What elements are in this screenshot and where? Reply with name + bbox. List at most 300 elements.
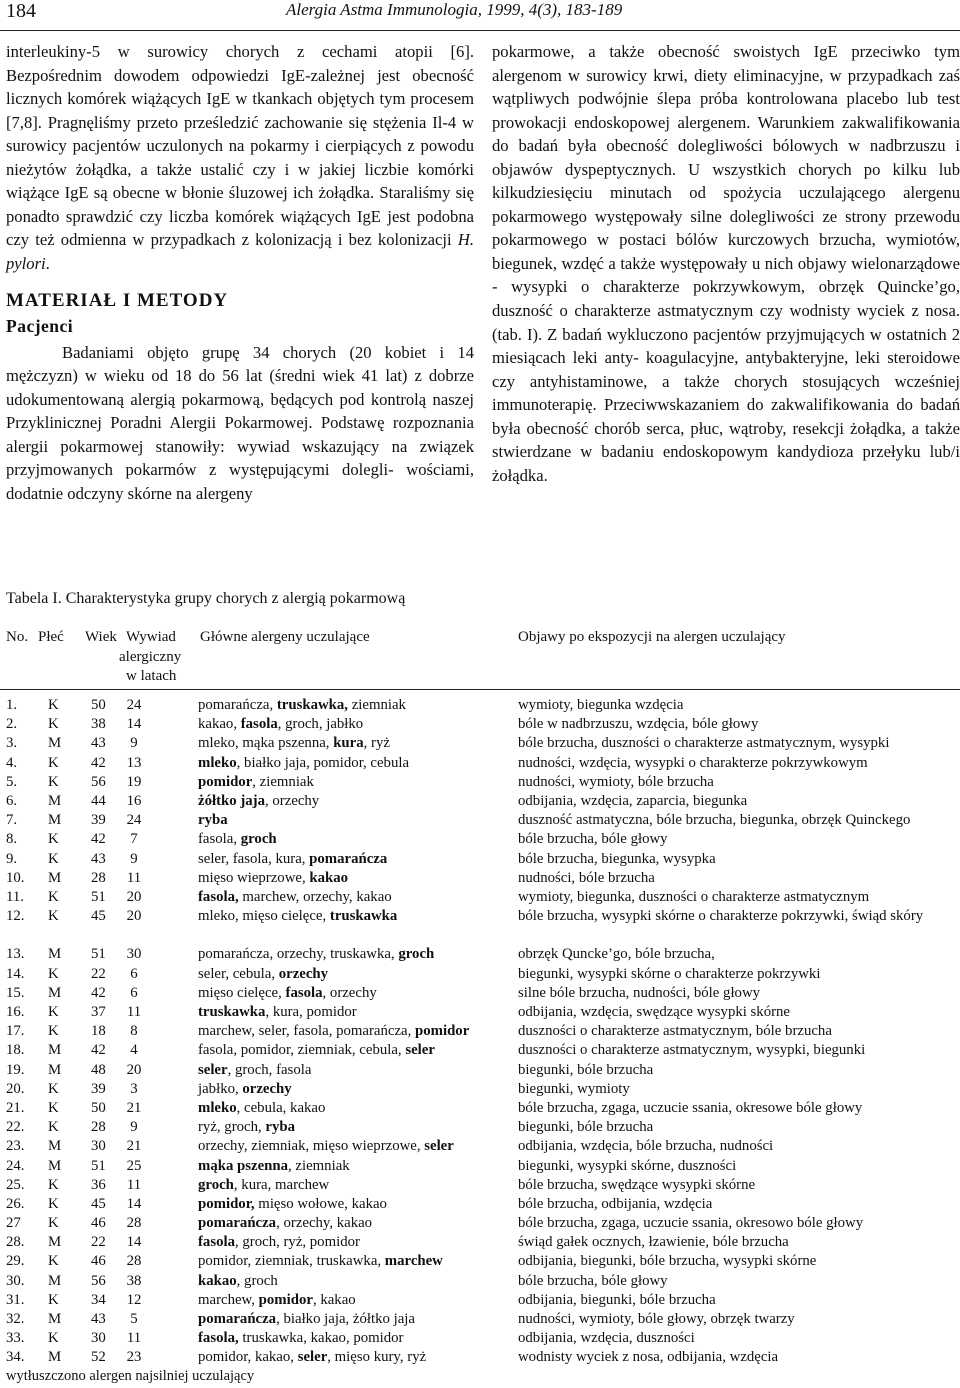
strongest-allergen: pomarańcza <box>309 850 388 867</box>
cell-sex: K <box>48 1080 59 1097</box>
cell-sex: K <box>48 850 59 867</box>
cell-no: 3. <box>6 735 18 752</box>
cell-age: 28 <box>91 869 106 886</box>
cell-symptoms: bóle brzucha, bóle głowy <box>518 831 668 848</box>
cell-no: 6. <box>6 792 18 809</box>
strongest-allergen: kura <box>333 735 364 752</box>
cell-age: 51 <box>91 1157 106 1174</box>
strongest-allergen: pomidor <box>415 1023 470 1040</box>
cell-allergens <box>198 1061 311 1080</box>
table-row <box>0 888 960 907</box>
subsection-heading: Pacjenci <box>6 316 74 337</box>
table-row <box>0 1214 960 1233</box>
cell-allergens <box>198 1176 329 1195</box>
cell-duration: 38 <box>126 1272 142 1289</box>
cell-no: 23. <box>6 1138 25 1155</box>
allergens-after: , cebula, kakao <box>236 1099 326 1116</box>
left-paragraph-1-end: . <box>45 253 50 273</box>
left-paragraph-2: Badaniami objęto grupę 34 chorych (20 kobiet i 14 mężczyzn) w wieku od 18 do 56 lat (średni wiek 41 lat) z dobrze udokumentowaną alergią pokarmową, będących pod kontrolą naszej Przyklinicznej Poradni Alergii Pokarmowej. Podstawę rozpoznania alergii pokarmowej stanowiły: wywiad wskazujący na związek przyjmowanych pokarmów z występującymi dolegli- wościami, dodatnie odczyny skórne na alergeny <box>6 342 474 503</box>
cell-symptoms: biegunki, wysypki skórne o charakterze pokrzywki <box>518 965 821 982</box>
table-header <box>0 628 960 688</box>
cell-allergens <box>198 1195 387 1214</box>
table-row <box>0 965 960 984</box>
cell-age: 39 <box>91 1080 106 1097</box>
cell-sex: K <box>48 888 59 905</box>
cell-allergens <box>198 984 377 1003</box>
allergens-after: , mięso kury, ryż <box>327 1349 427 1366</box>
table-row <box>0 1329 960 1348</box>
cell-age: 42 <box>91 1042 106 1059</box>
cell-age: 22 <box>91 965 106 982</box>
cell-sex: M <box>48 869 62 886</box>
table-row <box>0 1061 960 1080</box>
cell-no: 5. <box>6 773 18 790</box>
allergens-after: , orzechy <box>264 792 320 809</box>
cell-symptoms: obrzęk Quncke’go, bóle brzucha, <box>518 946 715 963</box>
header-no: No. <box>6 629 29 645</box>
table-row <box>0 811 960 830</box>
cell-symptoms: biegunki, bóle brzucha <box>518 1061 654 1078</box>
cell-duration: 30 <box>126 946 142 963</box>
cell-symptoms: duszność astmatyczna, bóle brzucha, biegunka, obrzęk Quinckego <box>518 812 911 829</box>
cell-age: 43 <box>91 735 106 752</box>
cell-symptoms: bóle brzucha, biegunka, wysypka <box>518 850 716 867</box>
allergens-before: orzechy, ziemniak, mięso wieprzowe, <box>198 1138 425 1155</box>
cell-sex: K <box>48 1004 59 1021</box>
cell-symptoms: odbijania, wzdęcia, zaparcia, biegunka <box>518 792 748 809</box>
cell-age: 56 <box>91 773 106 790</box>
strongest-allergen: marchew <box>384 1253 443 1270</box>
cell-symptoms: biegunki, bóle brzucha <box>518 1119 654 1136</box>
cell-duration: 21 <box>126 1138 142 1155</box>
cell-allergens <box>198 811 228 830</box>
cell-no: 25. <box>6 1176 25 1193</box>
allergens-before: pomarańcza, <box>198 697 277 713</box>
cell-duration: 20 <box>126 908 142 925</box>
cell-age: 39 <box>91 812 106 829</box>
strongest-allergen: mleko <box>198 754 237 771</box>
cell-age: 48 <box>91 1061 106 1078</box>
strongest-allergen: groch <box>198 1176 234 1193</box>
cell-allergens <box>198 1252 443 1271</box>
allergens-before: pomidor, kakao, <box>198 1349 298 1366</box>
cell-symptoms: bóle brzucha, zgaga, uczucie ssania, okresowo bóle głowy <box>518 1215 864 1232</box>
cell-sex: M <box>48 735 62 752</box>
cell-symptoms: odbijania, biegunki, bóle brzucha, wysypki skórne <box>518 1253 817 1270</box>
cell-age: 38 <box>91 716 106 733</box>
cell-symptoms: bóle w nadbrzuszu, wzdęcia, bóle głowy <box>518 716 759 733</box>
table-row <box>0 1118 960 1137</box>
table-row <box>0 850 960 869</box>
cell-no: 2. <box>6 716 18 733</box>
cell-duration: 11 <box>126 869 142 886</box>
cell-sex: K <box>48 1291 59 1308</box>
cell-age: 34 <box>91 1291 106 1308</box>
cell-no: 20. <box>6 1080 25 1097</box>
cell-allergens <box>198 792 319 811</box>
cell-allergens <box>198 965 328 984</box>
strongest-allergen: kakao <box>198 1272 237 1289</box>
table-row <box>0 830 960 849</box>
strongest-allergen: seler <box>424 1138 454 1155</box>
cell-allergens <box>198 1329 404 1348</box>
cell-symptoms: biegunki, wysypki skórne, duszności <box>518 1157 737 1174</box>
cell-sex: M <box>48 1311 62 1328</box>
cell-age: 42 <box>91 984 106 1001</box>
cell-duration: 8 <box>130 1023 138 1040</box>
cell-no: 14. <box>6 965 25 982</box>
allergens-after: , białko jaja, żółtko jaja <box>276 1311 415 1328</box>
allergens-after: , białko jaja, pomidor, cebula <box>236 754 410 771</box>
cell-sex: K <box>48 831 59 848</box>
table-row <box>0 1233 960 1252</box>
strongest-allergen: żółtko jaja <box>198 792 265 809</box>
cell-sex: M <box>48 1349 62 1366</box>
cell-no: 34. <box>6 1349 25 1366</box>
allergens-before: fasola, pomidor, ziemniak, cebula, <box>198 1042 406 1059</box>
cell-allergens <box>198 1272 278 1291</box>
table-row <box>0 715 960 734</box>
table-row <box>0 1137 960 1156</box>
cell-allergens <box>198 696 406 715</box>
table-row <box>0 754 960 773</box>
cell-sex: K <box>48 1023 59 1040</box>
strongest-allergen: fasola, <box>198 1330 239 1347</box>
cell-age: 22 <box>91 1234 106 1251</box>
cell-duration: 20 <box>126 888 142 905</box>
right-paragraph-1: pokarmowe, a także obecność swoistych IgE przeciwko tym alergenom w surowicy krwi, diety eliminacyjne, w przypadkach zaś wątpliwych podwójnie ślepa próba kontrolowana placebo lub test prowokacji endoskopowej alergenem. Warunkiem zakwalifikowania do badań była obecność dolegliwości bólowych w nadbrzuszu i objawów dyspeptycznych. U wszystkich chorych po kilku lub kilkudziesięciu minutach od spożycia uczulającego alergenu pokarmowego występowały silne dolegliwości ze strony przewodu pokarmowego w postaci bólów kurczowych brzucha, wymiotów, biegunek, wzdęć a także występowały u nich objawy wielonarządowe - wysypki o charakterze pokrzywkowym, obrzęk Quincke’go, duszność o charakterze astmatycznym czy wodnisty wyciek z nosa. (tab. I). Z badań wykluczono pacjentów przyjmujących w ostatnich 2 miesiącach leki anty- koagulacyjne, antybakteryjne, leki steroidowe czy antyhistaminowe, a także chorych stosujących wcześniej immunoterapię. Przeciwwskazaniem do zakwalifikowania do badań była obecność chorób serca, płuc, wątroby, resekcji żołądka, a także stwierdzane w badaniu endoskopowym kandydioza przełyku lub/i żołądka. <box>492 42 960 485</box>
allergens-before: ryż, groch, <box>198 1119 266 1136</box>
cell-sex: M <box>48 1157 62 1174</box>
cell-no: 31. <box>6 1291 25 1308</box>
cell-no: 29. <box>6 1253 25 1270</box>
cell-duration: 14 <box>126 1234 142 1251</box>
strongest-allergen: seler <box>405 1042 435 1059</box>
cell-allergens <box>198 1080 292 1099</box>
cell-age: 46 <box>91 1215 106 1232</box>
cell-no: 18. <box>6 1042 25 1059</box>
strongest-allergen: fasola, <box>198 888 239 905</box>
allergens-after: , ryż <box>363 735 390 752</box>
page-number: 184 <box>6 0 36 22</box>
cell-symptoms: duszności o charakterze astmatycznym, bóle brzucha <box>518 1023 832 1040</box>
section-heading: MATERIAŁ I METODY <box>6 290 229 312</box>
cell-allergens <box>198 850 387 869</box>
table-row <box>0 1195 960 1214</box>
cell-age: 36 <box>91 1176 106 1193</box>
strongest-allergen: mleko <box>198 1099 237 1116</box>
running-head-journal: Alergia Astma Immunologia, 1999, 4(3), 183-189 <box>286 0 623 19</box>
allergens-before: jabłko, <box>198 1080 243 1097</box>
strongest-allergen: orzechy <box>278 965 329 982</box>
header-allergens: Główne alergeny uczulające <box>200 629 370 645</box>
allergens-after: , kura, pomidor <box>265 1004 357 1021</box>
cell-allergens <box>198 830 277 849</box>
cell-allergens <box>198 1022 469 1041</box>
strongest-allergen: kakao <box>309 869 349 886</box>
strongest-allergen: ryba <box>265 1119 295 1136</box>
cell-allergens <box>198 1157 350 1176</box>
header-age: Wiek <box>85 629 117 645</box>
header-duration-line3: w latach <box>126 668 177 684</box>
cell-duration: 6 <box>130 965 138 982</box>
allergens-after: , groch, jabłko <box>277 716 364 733</box>
cell-no: 27 <box>6 1215 21 1232</box>
cell-allergens <box>198 773 314 792</box>
cell-symptoms: odbijania, wzdęcia, duszności <box>518 1330 695 1347</box>
table-row <box>0 984 960 1003</box>
cell-symptoms: nudności, wzdęcia, wysypki o charakterze pokrzywkowym <box>518 754 868 771</box>
cell-duration: 14 <box>126 1195 142 1212</box>
strongest-allergen: truskawka <box>198 1004 266 1021</box>
table-footnote: wytłuszczono alergen najsilniej uczulający <box>6 1368 255 1384</box>
cell-allergens <box>198 1348 426 1367</box>
allergens-before: kakao, <box>198 716 241 733</box>
table-row <box>0 1157 960 1176</box>
header-duration-line2: alergiczny <box>119 649 182 665</box>
cell-allergens <box>198 1310 415 1329</box>
cell-symptoms: wymioty, biegunka, duszności o charakterze astmatycznym <box>518 888 870 905</box>
cell-allergens <box>198 1233 360 1252</box>
cell-sex: M <box>48 1234 62 1251</box>
allergens-after: , groch <box>236 1272 278 1289</box>
cell-allergens <box>198 1214 372 1233</box>
allergens-before: pomidor, ziemniak, truskawka, <box>198 1253 385 1270</box>
cell-sex: K <box>48 1330 59 1347</box>
cell-symptoms: bóle brzucha, swędzące wysypki skórne <box>518 1176 756 1193</box>
allergens-after: , ziemniak <box>252 773 314 790</box>
table-row <box>0 907 960 945</box>
cell-duration: 7 <box>130 831 138 848</box>
strongest-allergen: truskawka, <box>276 697 348 713</box>
allergens-before: marchew, seler, fasola, pomarańcza, <box>198 1023 415 1040</box>
cell-no: 30. <box>6 1272 25 1289</box>
cell-age: 46 <box>91 1253 106 1270</box>
cell-symptoms: bóle brzucha, zgaga, uczucie ssania, okresowe bóle głowy <box>518 1099 863 1116</box>
allergens-after: , kura, marchew <box>233 1176 330 1193</box>
table-row <box>0 1291 960 1310</box>
cell-age: 30 <box>91 1138 106 1155</box>
cell-sex: K <box>48 1099 59 1116</box>
cell-sex: M <box>48 792 62 809</box>
cell-sex: K <box>48 1253 59 1270</box>
strongest-allergen: groch <box>398 946 435 963</box>
strongest-allergen: orzechy <box>242 1080 292 1097</box>
cell-duration: 20 <box>126 1061 142 1078</box>
table-row <box>0 773 960 792</box>
cell-age: 56 <box>91 1272 106 1289</box>
table-row <box>0 792 960 811</box>
allergens-after: , groch, fasola <box>227 1061 312 1078</box>
table-header-rule <box>0 689 960 690</box>
cell-age: 45 <box>91 1195 106 1212</box>
cell-sex: K <box>48 1119 59 1136</box>
cell-age: 52 <box>91 1349 106 1366</box>
strongest-allergen: pomarańcza <box>198 1311 277 1328</box>
cell-age: 42 <box>91 754 106 771</box>
cell-symptoms: bóle brzucha, bóle głowy <box>518 1272 668 1289</box>
cell-no: 21. <box>6 1099 25 1116</box>
cell-sex: K <box>48 1215 59 1232</box>
cell-age: 28 <box>91 1119 106 1136</box>
cell-duration: 28 <box>126 1215 142 1232</box>
header-rule <box>0 30 960 31</box>
allergens-after: , orzechy, kakao <box>276 1215 373 1232</box>
cell-no: 33. <box>6 1330 25 1347</box>
left-paragraph-1 <box>6 40 474 275</box>
cell-allergens <box>198 1137 454 1156</box>
cell-duration: 9 <box>130 735 138 752</box>
table-row <box>0 869 960 888</box>
table-row <box>0 1080 960 1099</box>
allergens-after: , kakao <box>312 1291 356 1308</box>
allergens-before: marchew, <box>198 1291 259 1308</box>
allergens-before: seler, fasola, kura, <box>198 850 310 867</box>
table-row <box>0 734 960 753</box>
cell-allergens <box>198 1291 356 1310</box>
cell-duration: 6 <box>130 984 138 1001</box>
cell-no: 19. <box>6 1061 25 1078</box>
header-symptoms: Objawy po ekspozycji na alergen uczulający <box>518 629 786 645</box>
cell-age: 30 <box>91 1330 106 1347</box>
strongest-allergen: pomidor, <box>198 1195 255 1212</box>
cell-age: 51 <box>91 888 106 905</box>
header-sex: Płeć <box>38 629 64 645</box>
cell-no: 22. <box>6 1119 25 1136</box>
cell-duration: 5 <box>130 1311 138 1328</box>
allergens-after: mięso wołowe, kakao <box>254 1195 387 1212</box>
table-row <box>0 1003 960 1022</box>
cell-allergens <box>198 1118 295 1137</box>
species-name: H. pylori <box>6 230 474 273</box>
cell-sex: M <box>48 946 62 963</box>
cell-allergens <box>198 907 397 926</box>
right-column <box>492 40 960 487</box>
cell-duration: 24 <box>126 812 142 829</box>
allergens-before: mleko, mąka pszenna, <box>198 735 334 752</box>
cell-age: 44 <box>91 792 106 809</box>
cell-sex: K <box>48 1176 59 1193</box>
cell-no: 24. <box>6 1157 25 1174</box>
cell-allergens <box>198 945 434 964</box>
cell-no: 10. <box>6 869 25 886</box>
table-row <box>0 1176 960 1195</box>
table-row <box>0 1252 960 1271</box>
cell-sex: M <box>48 984 62 1001</box>
cell-allergens <box>198 1003 357 1022</box>
cell-sex: K <box>48 716 59 733</box>
cell-allergens <box>198 888 392 907</box>
cell-sex: K <box>48 965 59 982</box>
cell-duration: 24 <box>126 697 142 713</box>
cell-symptoms: bóle brzucha, odbijania, wzdęcia <box>518 1195 713 1212</box>
cell-no: 32. <box>6 1311 25 1328</box>
table-row <box>0 1022 960 1041</box>
cell-symptoms: wymioty, biegunka wzdęcia <box>518 697 684 713</box>
table-row <box>0 696 960 715</box>
cell-no: 1. <box>6 697 18 713</box>
table-row <box>0 1099 960 1118</box>
cell-age: 37 <box>91 1004 106 1021</box>
cell-sex: K <box>48 1195 59 1212</box>
cell-no: 15. <box>6 984 25 1001</box>
cell-sex: M <box>48 812 62 829</box>
table-row <box>0 1310 960 1329</box>
cell-sex: M <box>48 1138 62 1155</box>
cell-symptoms: świąd gałek ocznych, łzawienie, bóle brzucha <box>518 1234 789 1251</box>
cell-duration: 16 <box>126 792 142 809</box>
cell-symptoms: nudności, wymioty, bóle brzucha <box>518 773 714 790</box>
allergens-after: , orzechy <box>322 984 377 1001</box>
table-caption: Tabela I. Charakterystyka grupy chorych z alergią pokarmową <box>6 590 406 607</box>
cell-no: 8. <box>6 831 18 848</box>
cell-symptoms: nudności, bóle brzucha <box>518 869 655 886</box>
cell-symptoms: bóle brzucha, wysypki skórne o charakterze pokrzywki, świąd skóry <box>518 908 924 925</box>
cell-symptoms: silne bóle brzucha, nudności, bóle głowy <box>518 984 761 1001</box>
allergens-after: marchew, orzechy, kakao <box>238 888 392 905</box>
cell-sex: M <box>48 1272 62 1289</box>
strongest-allergen: groch <box>240 831 277 848</box>
allergens-before: mleko, mięso cielęce, <box>198 908 330 925</box>
cell-no: 4. <box>6 754 18 771</box>
cell-duration: 9 <box>130 1119 138 1136</box>
cell-sex: M <box>48 1061 62 1078</box>
allergens-after: truskawka, kakao, pomidor <box>238 1330 404 1347</box>
cell-age: 50 <box>91 697 106 713</box>
cell-allergens <box>198 869 348 888</box>
cell-duration: 28 <box>126 1253 142 1270</box>
cell-duration: 11 <box>126 1330 142 1347</box>
table-row <box>0 945 960 964</box>
cell-duration: 19 <box>126 773 142 790</box>
table-row <box>0 1272 960 1291</box>
header-duration-line1: Wywiad <box>126 629 176 645</box>
left-paragraph-1-text: interleukiny-5 w surowicy chorych z cechami atopii [6]. Bezpośrednim dowodem odpowiedzi IgE-zależnej jest obecność licznych komórek wiążących IgE w tkankach objętych tym procesem [7,8]. Pragnęliśmy przeto prześledzić zachowanie się stężenia Il-4 w surowicy pacjentów uczulonych na pokarmy i cierpiących z powodu nieżytów żołądka, a także ustalić czy i w jakiej liczbie komórki wiążące IgE są obecne w błonie śluzowej ich żołądka. Staraliśmy się ponadto sprawdzić czy liczba komórek wiążących IgE jest podobna czy też odmienna w przypadkach z kolonizacją i bez kolonizacji <box>6 42 474 250</box>
strongest-allergen: fasola <box>240 716 278 733</box>
cell-sex: K <box>48 697 59 713</box>
table-row <box>0 1348 960 1367</box>
cell-no: 11. <box>6 888 24 905</box>
cell-allergens <box>198 1099 325 1118</box>
allergens-before: fasola, <box>198 831 241 848</box>
cell-no: 9. <box>6 850 18 867</box>
cell-symptoms: biegunki, wymioty <box>518 1080 630 1097</box>
cell-duration: 23 <box>126 1349 142 1366</box>
strongest-allergen: mąka pszenna <box>198 1157 289 1174</box>
cell-duration: 11 <box>126 1004 142 1021</box>
cell-no: 16. <box>6 1004 25 1021</box>
allergens-before: mięso cielęce, <box>198 984 286 1001</box>
cell-symptoms: odbijania, biegunki, bóle brzucha <box>518 1291 716 1308</box>
allergens-before: pomarańcza, orzechy, truskawka, <box>198 946 399 963</box>
cell-symptoms: odbijania, wzdęcia, bóle brzucha, nudności <box>518 1138 774 1155</box>
strongest-allergen: truskawka <box>329 908 398 925</box>
cell-duration: 13 <box>126 754 142 771</box>
cell-sex: K <box>48 754 59 771</box>
allergens-before: seler, cebula, <box>198 965 279 982</box>
cell-sex: M <box>48 1042 62 1059</box>
cell-duration: 14 <box>126 716 142 733</box>
cell-age: 50 <box>91 1099 106 1116</box>
cell-age: 18 <box>91 1023 106 1040</box>
cell-no: 17. <box>6 1023 25 1040</box>
allergens-before: mięso wieprzowe, <box>198 869 310 886</box>
cell-duration: 11 <box>126 1176 142 1193</box>
cell-sex: K <box>48 908 59 925</box>
cell-no: 26. <box>6 1195 25 1212</box>
left-column <box>6 40 474 505</box>
table-row <box>0 1041 960 1060</box>
